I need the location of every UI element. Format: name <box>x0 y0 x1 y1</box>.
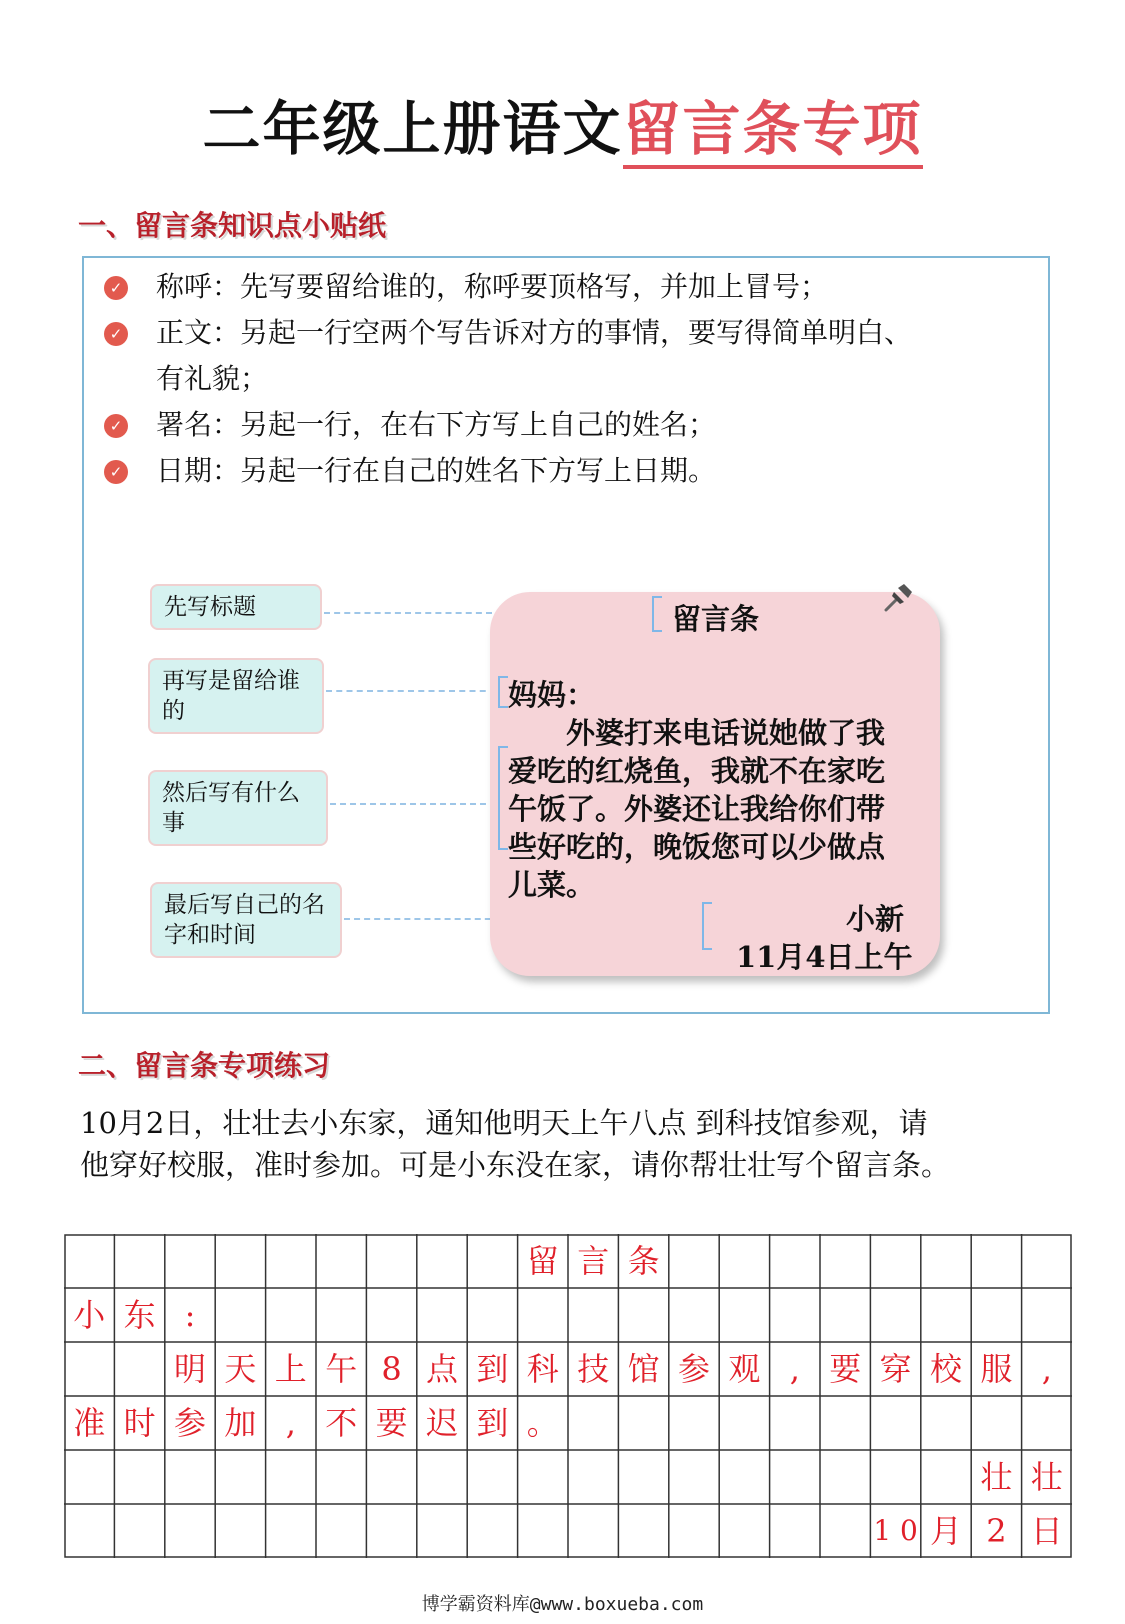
exercise-line: 他穿好校服，准时参加。可是小东没在家，请你帮壮壮写个留言条。 <box>80 1148 951 1182</box>
note-body-line: 些好吃的，晚饭您可以少做点 <box>508 830 886 864</box>
note-title: 留言条 <box>672 602 760 636</box>
title-main: 二年级上册语文 <box>202 95 623 163</box>
point-text-cont: 有礼貌； <box>156 362 269 395</box>
check-icon: ✓ <box>104 414 128 438</box>
exercise-line: 10月2日，壮壮去小东家，通知他明天上午八点 到科技馆参观，请 <box>80 1106 928 1140</box>
note-body-line: 儿菜。 <box>508 868 596 902</box>
grid-char: 日 <box>1030 1512 1063 1550</box>
note-recipient: 妈妈： <box>508 678 596 712</box>
grid-char: 馆 <box>627 1350 660 1388</box>
note-body-line: 爱吃的红烧鱼，我就不在家吃 <box>508 754 886 788</box>
grid-char: 言 <box>577 1242 610 1280</box>
page-title <box>0 82 1125 166</box>
grid-char: 壮 <box>980 1458 1013 1496</box>
title-highlight: 留言条专项 <box>623 95 923 169</box>
note-body-line: 外婆打来电话说她做了我 <box>566 716 886 750</box>
grid-char: 壮 <box>1030 1458 1063 1496</box>
grid-char: 技 <box>577 1350 610 1388</box>
grid-char: 迟 <box>425 1404 458 1442</box>
note-body-line: 午饭了。外婆还让我给你们带 <box>508 792 886 826</box>
grid-char: 午 <box>325 1350 358 1388</box>
point-body <box>104 310 1014 402</box>
grid-char: 要 <box>829 1350 862 1388</box>
grid-char: : <box>184 1296 196 1334</box>
grid-char: 点 <box>425 1350 458 1388</box>
grid-char: 小 <box>73 1296 106 1334</box>
grid-char: 东 <box>123 1296 156 1334</box>
point-text: 署名：另起一行，在右下方写上自己的姓名； <box>156 408 717 441</box>
pushpin-icon <box>880 580 916 616</box>
grid-char: 条 <box>627 1242 660 1280</box>
grid-char: 校 <box>929 1350 962 1388</box>
check-icon: ✓ <box>104 276 128 300</box>
point-text: 正文：另起一行空两个写告诉对方的事情，要写得简单明白、 <box>156 316 913 349</box>
grid-char: 服 <box>980 1350 1013 1388</box>
exercise-prompt <box>80 1102 1070 1186</box>
grid-char: 月 <box>929 1512 962 1550</box>
grid-char: 2 <box>986 1512 1007 1550</box>
section-1-heading: 一、留言条知识点小贴纸 <box>78 209 387 242</box>
grid-char: 穿 <box>879 1350 912 1388</box>
grid-char: 观 <box>728 1350 761 1388</box>
bracket-marker <box>702 902 712 950</box>
connector-line <box>330 803 496 805</box>
grid-char: 时 <box>123 1404 156 1442</box>
note-date: 11月4日上午 <box>736 940 913 974</box>
point-text: 称呼：先写要留给谁的，称呼要顶格写，并加上冒号； <box>156 270 829 303</box>
grid-char: 留 <box>526 1242 559 1280</box>
note-signature: 小新 <box>846 902 905 936</box>
section-2-heading: 二、留言条专项练习 <box>78 1049 331 1082</box>
grid-char: , <box>285 1404 296 1442</box>
point-date <box>104 448 1014 494</box>
grid-char: 加 <box>224 1404 257 1442</box>
grid-char: 到 <box>476 1350 509 1388</box>
bracket-marker <box>652 596 662 632</box>
grid-char: 科 <box>526 1350 559 1388</box>
grid-char: 不 <box>325 1404 358 1442</box>
grid-char: 参 <box>173 1404 206 1442</box>
tag-content: 然后写有什么事 <box>148 770 328 846</box>
grid-char: 8 <box>381 1350 402 1388</box>
tag-name-time: 最后写自己的名字和时间 <box>150 882 342 958</box>
check-icon: ✓ <box>104 322 128 346</box>
grid-char: 参 <box>677 1350 710 1388</box>
footer-source: 博学霸资料库@www.boxueba.com <box>421 1594 704 1615</box>
grid-char: 天 <box>224 1350 257 1388</box>
point-salutation <box>104 264 1014 310</box>
check-icon: ✓ <box>104 460 128 484</box>
point-signature <box>104 402 1014 448</box>
grid-char: 到 <box>476 1404 509 1442</box>
grid-char: 上 <box>274 1350 307 1388</box>
bracket-marker <box>498 676 508 708</box>
grid-char: 准 <box>73 1404 106 1442</box>
connector-line <box>326 690 496 692</box>
tag-recipient: 再写是留给谁的 <box>148 658 324 734</box>
grid-char: , <box>789 1350 800 1388</box>
grid-char: , <box>1041 1350 1052 1388</box>
grid-char: 明 <box>173 1350 206 1388</box>
tag-title-first: 先写标题 <box>150 584 322 630</box>
grid-char: 要 <box>375 1404 408 1442</box>
grid-char: 。 <box>526 1404 559 1442</box>
answer-grid <box>64 1234 1072 1558</box>
point-text: 日期：另起一行在自己的姓名下方写上日期。 <box>156 454 717 487</box>
grid-char: 1 0 <box>873 1514 918 1547</box>
bracket-marker <box>498 746 508 850</box>
